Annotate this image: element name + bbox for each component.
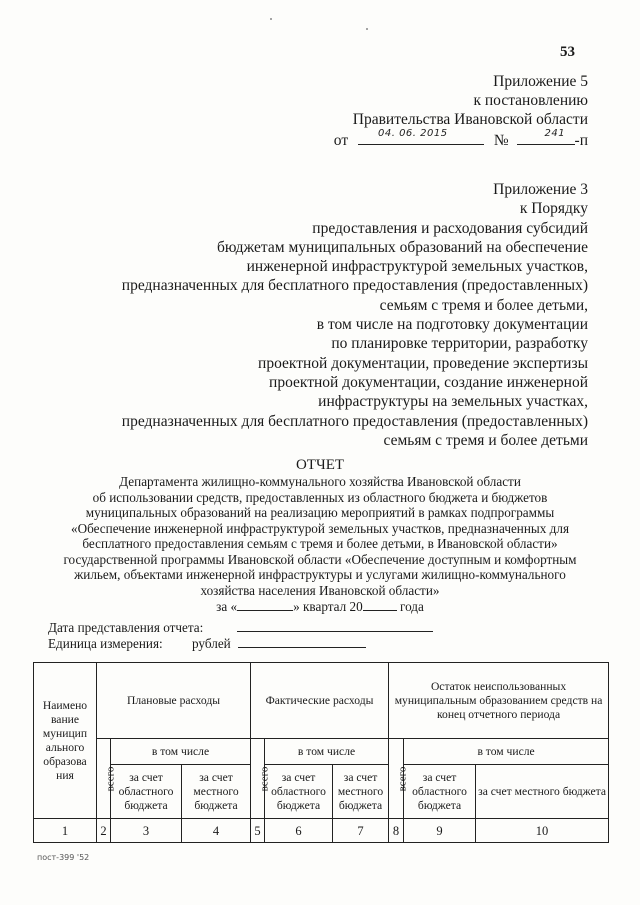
planned-incl-header: в том числе <box>111 739 251 765</box>
scan-speck <box>270 18 272 20</box>
from-label: от <box>333 132 349 149</box>
appendix-3-header <box>122 180 588 450</box>
footer-stamp: пост-399 '52 <box>37 853 90 862</box>
actual-incl-header: в том числе <box>265 739 389 765</box>
remainder-total-header <box>389 739 409 819</box>
appendix-3-line: по планировке территории, разработку <box>331 335 588 353</box>
report-date-label: Дата представления отчета: <box>48 620 204 635</box>
actual-regional-header: за счет областного бюджета <box>265 765 333 819</box>
appendix-3-line: проектной документации, создание инженерной <box>269 373 588 391</box>
report-line: хозяйства населения Ивановской области» <box>200 582 440 598</box>
appendix-5-line3: Правительства Ивановской области <box>352 111 588 128</box>
report-line: муниципальных образований на реализацию мероприятий в рамках подпрограммы <box>85 505 555 520</box>
page-number: 53 <box>560 44 575 60</box>
quarter-blank[interactable] <box>237 598 293 611</box>
number-suffix: -п <box>574 132 588 149</box>
remainder-header: Остаток неиспользованных муниципальным образованием средств на конец отчетного периода <box>389 663 609 739</box>
report-line: «Обеспечение инженерной инфраструктурой земельных участков, предназначенных для <box>70 520 570 536</box>
remainder-incl-header: в том числе <box>404 739 609 765</box>
appendix-3-line: бюджетам муниципальных образований на обеспечение <box>216 238 588 256</box>
unit-blank[interactable] <box>238 635 366 648</box>
appendix-3-line: проектной документации, проведение экспертизы <box>258 354 588 372</box>
appendix-5-date-line <box>334 129 588 150</box>
column-number: 8 <box>389 819 404 843</box>
planned-total-header <box>97 739 117 819</box>
appendix-3-line: семьям с тремя и более детьми, <box>379 296 588 314</box>
column-number: 9 <box>404 819 476 843</box>
appendix-5-line2: к постановлению <box>473 92 588 109</box>
actual-total-header <box>251 739 271 819</box>
actual-expenses-header: Фактические расходы <box>251 663 389 739</box>
number-field <box>517 129 575 145</box>
appendix-3-line: предоставления и расходования субсидий <box>312 219 588 237</box>
column-number: 4 <box>182 819 251 843</box>
actual-total-label: всего <box>258 766 271 791</box>
report-line: об использовании средств, предоставленных из областного бюджета и бюджетов <box>92 489 548 505</box>
column-number-row <box>34 819 609 843</box>
appendix-5-header <box>334 72 588 150</box>
remainder-total-label: всего <box>396 766 409 791</box>
planned-regional-header: за счет областного бюджета <box>111 765 182 819</box>
handwritten-number: 241 <box>544 128 566 139</box>
date-field <box>358 129 484 145</box>
column-number: 5 <box>251 819 265 843</box>
column-number: 2 <box>97 819 111 843</box>
appendix-3-line: в том числе на подготовку документации <box>316 316 588 334</box>
report-table <box>33 662 609 843</box>
report-title: ОТЧЕТ <box>295 457 345 473</box>
scan-speck <box>366 28 368 30</box>
report-line: жильем, объектами инженерной инфраструктуры и услугами жилищно-коммунального <box>74 567 566 582</box>
planned-total-label: всего <box>104 766 117 791</box>
report-heading <box>40 456 600 615</box>
appendix-5-title: Приложение 5 <box>493 73 588 90</box>
appendix-3-line: Приложение 3 <box>493 181 588 198</box>
report-date-row <box>48 619 433 636</box>
planned-local-header: за счет местного бюджета <box>182 765 251 819</box>
number-label: № <box>493 132 509 149</box>
period-mid: » квартал 20 <box>293 599 363 614</box>
appendix-3-line: предназначенных для бесплатного предоставления (предоставленных) <box>121 412 588 430</box>
planned-expenses-header: Плановые расходы <box>97 663 251 739</box>
column-number: 3 <box>111 819 182 843</box>
report-period <box>40 598 600 615</box>
remainder-regional-header: за счет областного бюджета <box>404 765 476 819</box>
appendix-3-line: инфраструктуры на земельных участках, <box>318 393 588 411</box>
appendix-3-line: к Порядку <box>519 200 588 218</box>
column-number: 10 <box>476 819 609 843</box>
actual-local-header: за счет местного бюджета <box>333 765 389 819</box>
appendix-3-line: семьям с тремя и более детьми <box>383 431 588 449</box>
col-municipality-header: Наимено вание муницип ального образова ния <box>34 663 97 819</box>
report-line: бесплатного предоставления семьям с тремя и более детьми, в Ивановской области» <box>82 536 558 551</box>
unit-label: Единица измерения: <box>48 636 163 651</box>
appendix-3-line: инженерной инфраструктурой земельных участков, <box>246 258 588 276</box>
report-line: государственной программы Ивановской области «Обеспечение доступным и комфортным <box>63 551 577 567</box>
appendix-3-line: предназначенных для бесплатного предоставления (предоставленных) <box>121 277 588 295</box>
period-suffix: года <box>400 599 424 614</box>
column-number: 6 <box>265 819 333 843</box>
unit-row <box>48 635 366 652</box>
report-date-blank[interactable] <box>237 619 433 632</box>
column-number: 1 <box>34 819 97 843</box>
period-prefix: за « <box>216 599 238 614</box>
year-blank[interactable] <box>363 598 397 611</box>
report-line: Департамента жилищно-коммунального хозяйства Ивановской области <box>119 474 521 489</box>
remainder-local-header: за счет местного бюджета <box>476 765 609 819</box>
column-number: 7 <box>333 819 389 843</box>
handwritten-date: 04. 06. 2015 <box>377 128 448 139</box>
unit-value: рублей <box>192 636 231 651</box>
